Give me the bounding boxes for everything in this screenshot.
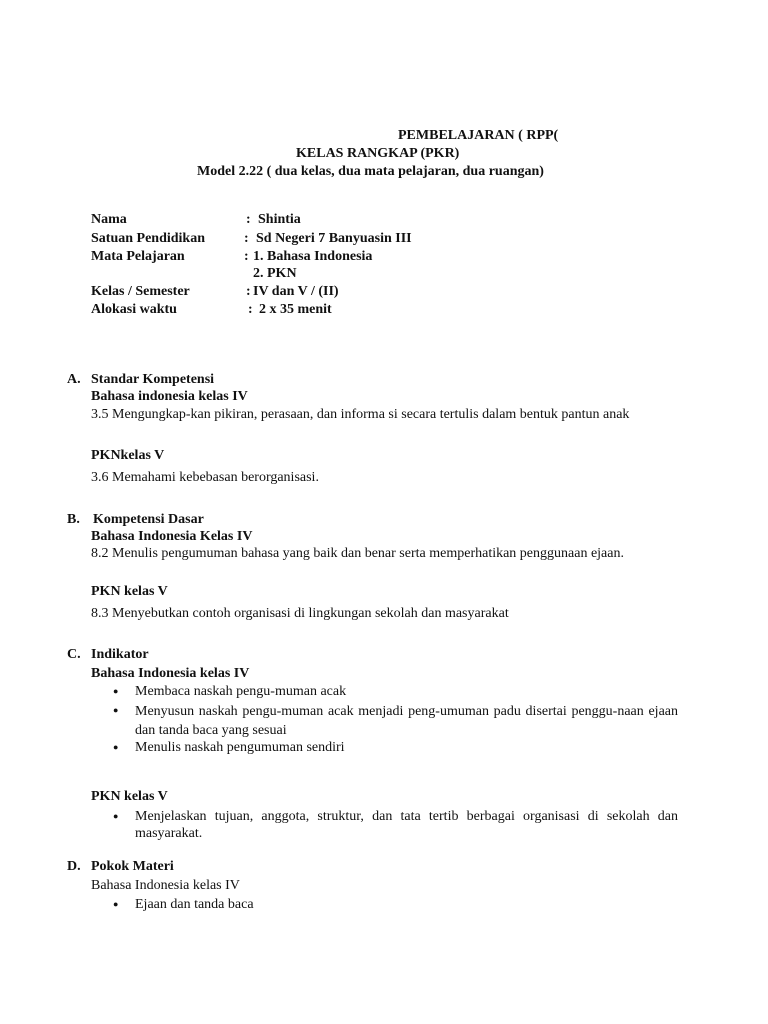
list-item-text: Menjelaskan tujuan, anggota, struktur, dan tata tertib berbagai organisasi di sekolah dan masyarakat. — [135, 809, 678, 841]
nama-value: Shintia — [258, 212, 301, 227]
mapel-value-1: 1. Bahasa Indonesia — [253, 249, 373, 264]
nama-colon: : — [246, 212, 251, 227]
alokasi-colon: : — [248, 302, 253, 317]
section-title: Standar Kompetensi — [91, 372, 215, 387]
paragraph: 3.5 Mengungkap-kan pikiran, perasaan, dan informa si secara tertulis dalam bentuk pantun anak — [91, 407, 630, 422]
subject-heading: Bahasa Indonesia kelas IV — [91, 666, 250, 681]
nama-label: Nama — [91, 212, 127, 227]
doc-title-line2: KELAS RANGKAP (PKR) — [296, 146, 460, 161]
section-letter: A. — [67, 372, 81, 387]
bullet-icon: ● — [113, 742, 119, 752]
doc-title-line3: Model 2.22 ( dua kelas, dua mata pelajaran, dua ruangan) — [197, 164, 544, 179]
doc-title-line1: PEMBELAJARAN ( RPP( — [398, 128, 559, 143]
subject-heading: PKN kelas V — [91, 584, 168, 599]
subject-heading: PKN kelas V — [91, 789, 168, 804]
satuan-colon: : — [244, 231, 249, 246]
list-item-text: Menyusun naskah pengu-muman acak menjadi peng-umuman padu disertai penggu-naan ejaan dan tanda baca yang sesuai — [135, 704, 678, 738]
alokasi-label: Alokasi waktu — [91, 302, 177, 317]
bullet-icon: ● — [113, 811, 119, 821]
section-title: Kompetensi Dasar — [93, 512, 204, 527]
subject-heading: Bahasa Indonesia kelas IV — [91, 878, 240, 893]
alokasi-value: 2 x 35 menit — [259, 302, 332, 317]
subject-heading: Bahasa Indonesia Kelas IV — [91, 529, 253, 544]
mapel-label: Mata Pelajaran — [91, 249, 185, 264]
mapel-value-2: 2. PKN — [253, 266, 297, 281]
list-item-text: Membaca naskah pengu-muman acak — [135, 684, 347, 699]
section-letter: B. — [67, 512, 80, 527]
list-item-text: Menulis naskah pengumuman sendiri — [135, 740, 345, 755]
bullet-icon: ● — [113, 899, 119, 909]
bullet-icon: ● — [113, 686, 119, 696]
section-title: Indikator — [91, 647, 149, 662]
bullet-icon: ● — [113, 705, 119, 715]
mapel-colon: : — [244, 249, 249, 264]
paragraph: 8.3 Menyebutkan contoh organisasi di lingkungan sekolah dan masyarakat — [91, 606, 509, 621]
kelas-value: IV dan V / (II) — [253, 284, 339, 299]
paragraph: 8.2 Menulis pengumuman bahasa yang baik dan benar serta memperhatikan penggunaan ejaan. — [91, 546, 624, 561]
section-letter: C. — [67, 647, 81, 662]
kelas-label: Kelas / Semester — [91, 284, 190, 299]
subject-heading: PKNkelas V — [91, 448, 165, 463]
paragraph: 3.6 Memahami kebebasan berorganisasi. — [91, 470, 319, 485]
satuan-label: Satuan Pendidikan — [91, 231, 205, 246]
list-item-text: Ejaan dan tanda baca — [135, 897, 254, 912]
section-letter: D. — [67, 859, 81, 874]
section-title: Pokok Materi — [91, 859, 174, 874]
subject-heading: Bahasa indonesia kelas IV — [91, 389, 248, 404]
kelas-colon: : — [246, 284, 251, 299]
satuan-value: Sd Negeri 7 Banyuasin III — [256, 231, 412, 246]
